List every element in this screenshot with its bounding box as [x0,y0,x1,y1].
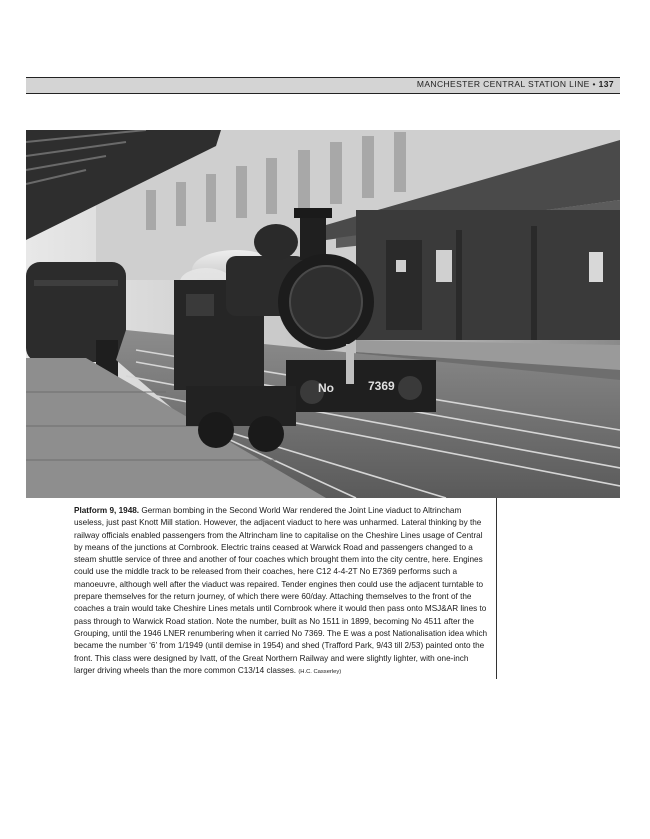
photograph-steam-locomotive-platform [26,130,620,498]
running-title: MANCHESTER CENTRAL STATION LINE [416,79,590,89]
loco-plate-number: 7369 [368,379,395,393]
running-header-text [417,79,614,89]
photo-caption [74,505,490,678]
header-separator: • [592,79,596,89]
caption-lead: Platform 9, 1948. [74,506,140,515]
caption-rule [496,498,497,679]
running-header [26,77,620,94]
poster-board [589,252,603,282]
loco-plate-prefix: No [318,381,334,395]
poster-board [436,250,452,282]
page-number: 137 [598,79,614,89]
photo-credit: (H.C. Casserley) [298,668,342,675]
caption-body: German bombing in the Second World War rendered the Joint Line viaduct to Altrincham useless, just past Knott Mill station. However, the adjacent viaduct to here was unharmed. Lateral thinking by the railway officials enabled passengers from the Altrincham line to capitalise on the Cheshire Lines usage of Central by means of the junctions at Cornbrook. Electric trains ceased at Warwick Road and passengers changed to a steam shuttle service of three and another of four coaches which brought them into the city centre, here. Engines could use the middle track to be released from their coaches, here C12 4-4-2T No E7369 performs such a manoeuvre, although well after the viaduct was repaired. Tender engines then could use the adjacent turntable to prepare themselves for the return journey, of which there were 60/day. Attaching themselves to the front of the coaches a train would take Cheshire Lines metals until Cornbrook where it would then pass onto MSJ&AR lines to pass through to Warwick Road station. Note the number, built as No 1511 in 1899, becoming No 4511 after the Grouping, until the 1946 LNER renumbering when it carried No 7369. The E was a post Nationalisation idea which became the number ‘6’ from 1/1949 (until demise in 1954) and shed (Trafford Park, 9/43 till 2/53) painted onto the front. This class were designed by Ivatt, of the Great Northern Railway and were slightly lighter, with one-inch larger driving wheels than the more common C13/14 classes. [74,506,488,675]
photo-illustration [26,130,620,498]
